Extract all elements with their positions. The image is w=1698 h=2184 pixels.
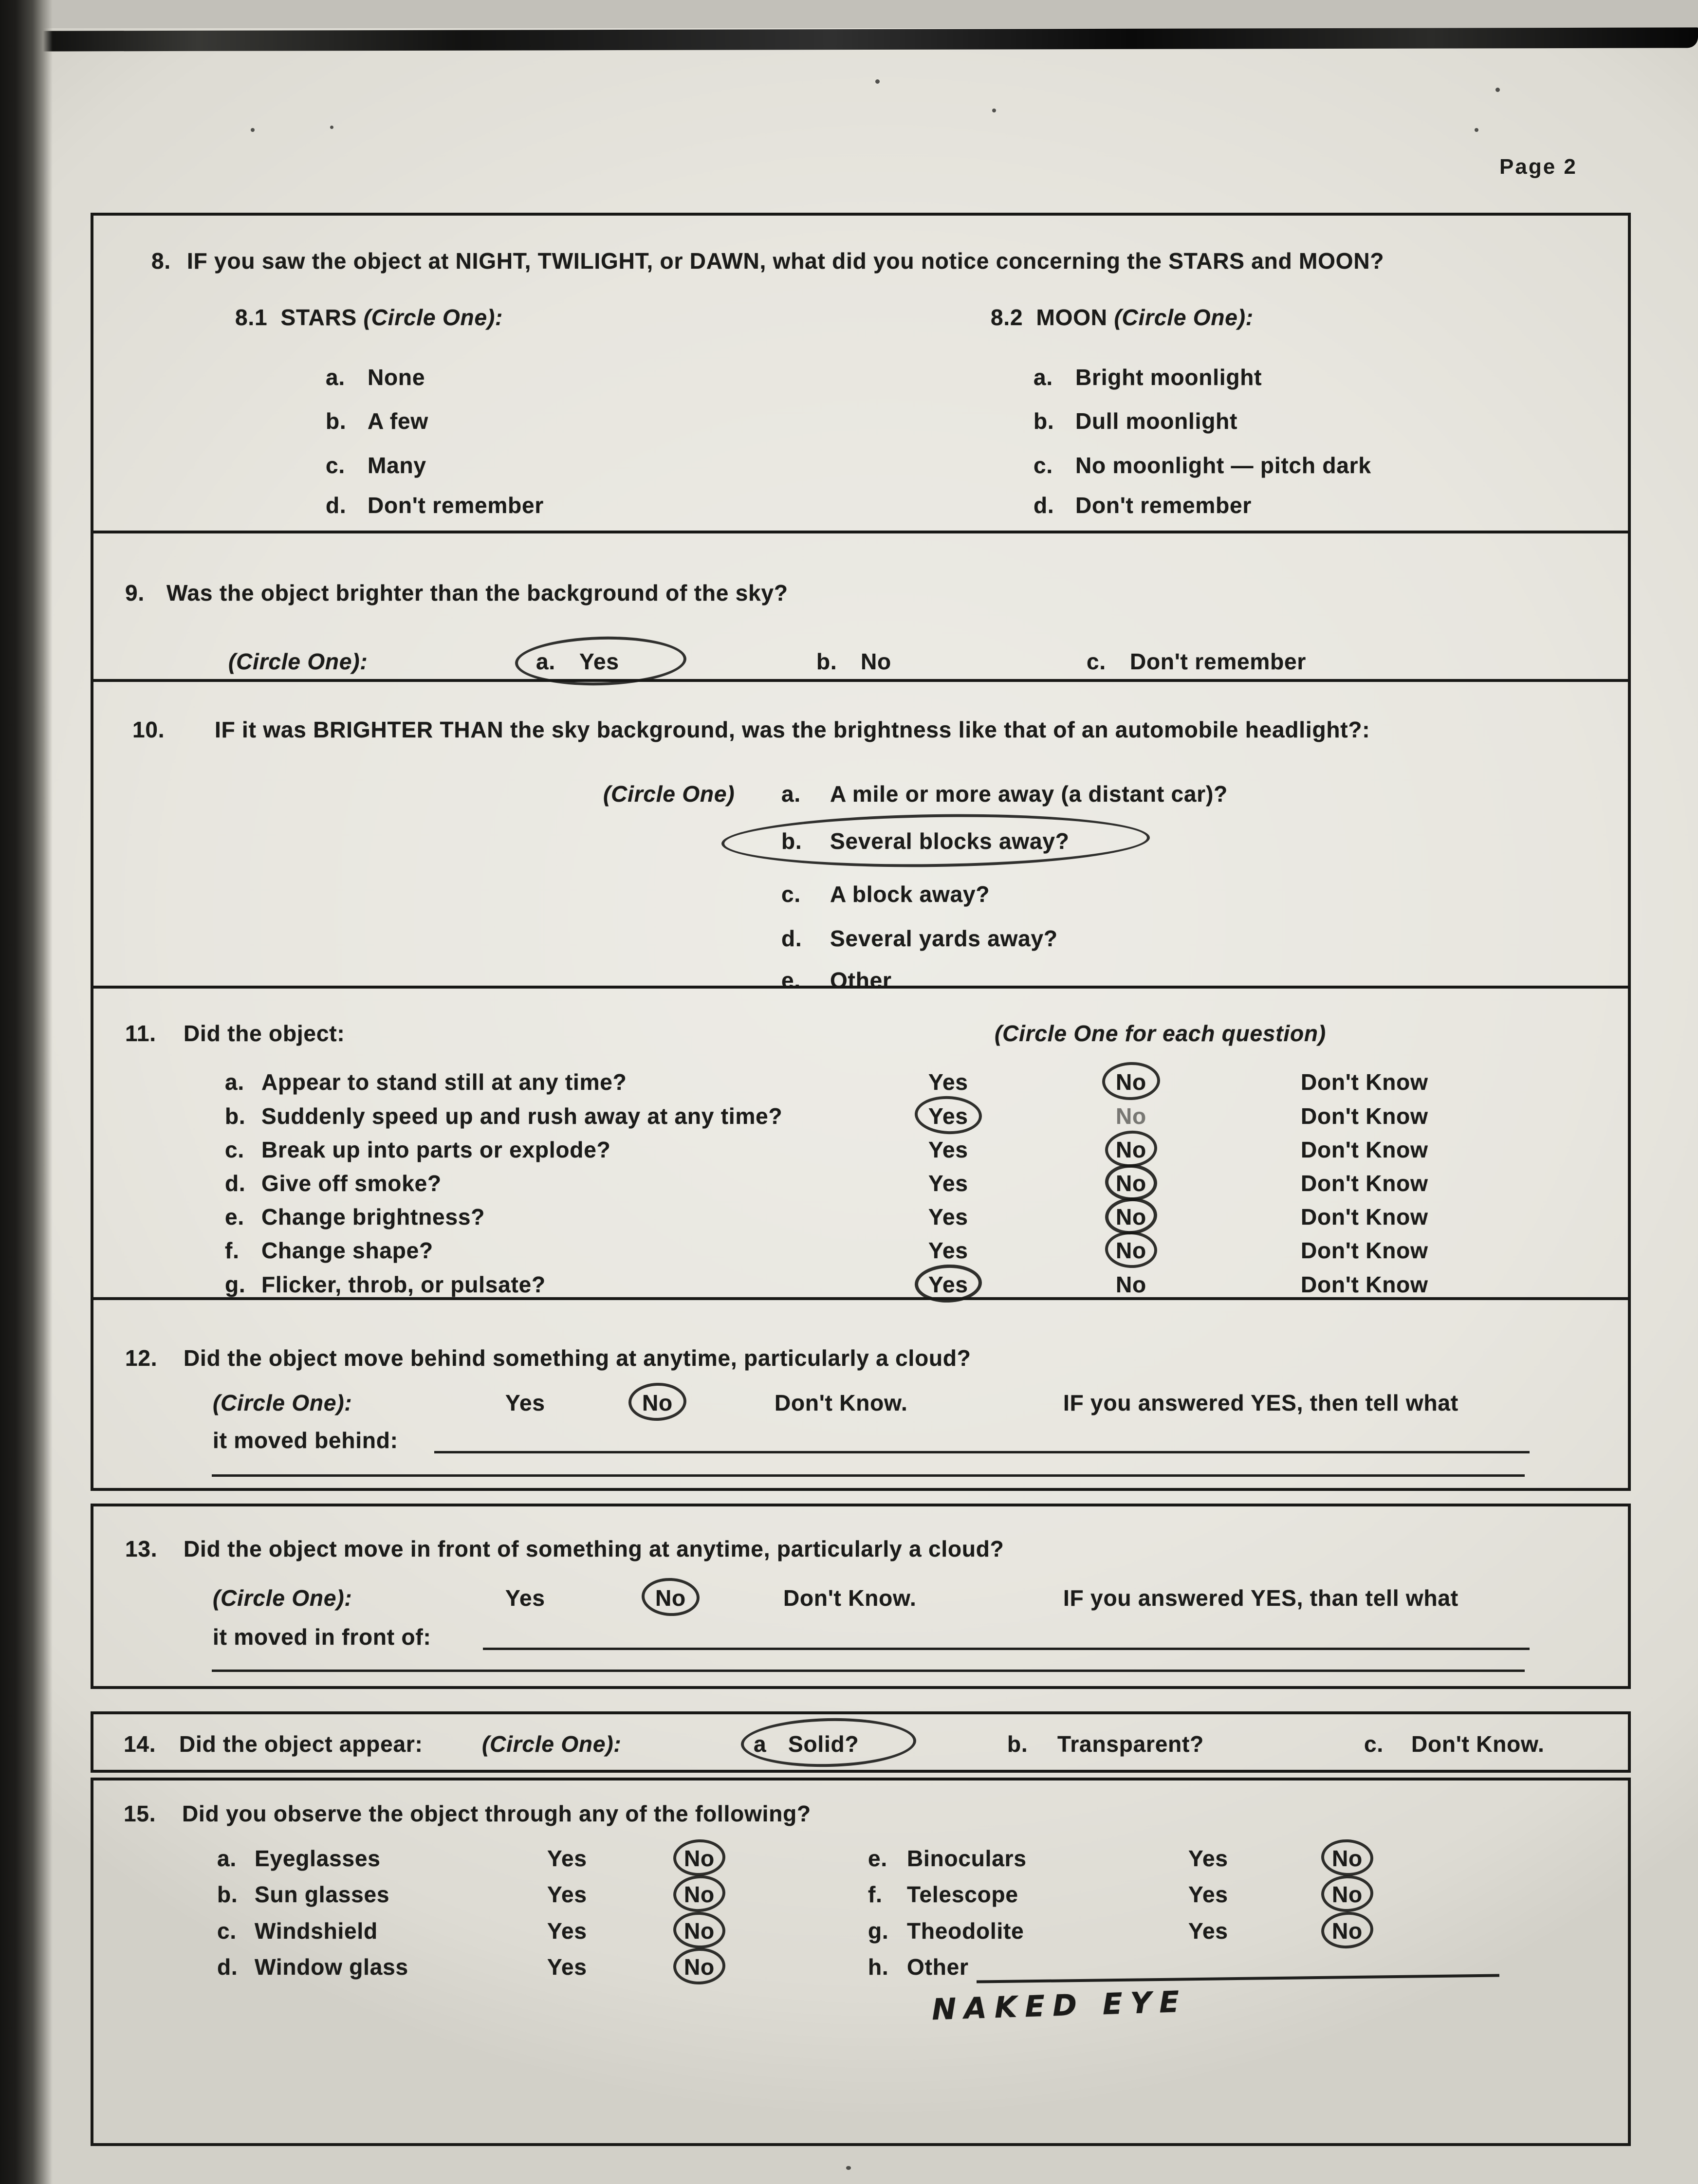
q11-e-yes: Yes — [928, 1204, 968, 1230]
q11-e-no: No — [1116, 1204, 1146, 1230]
q14-number: 14. — [124, 1731, 156, 1757]
q10-option-b-label: Several blocks away? — [830, 828, 1070, 854]
q15-d-letter: d. — [217, 1954, 238, 1980]
q13-followup: IF you answered YES, than tell what — [1063, 1585, 1458, 1611]
q11-number: 11. — [125, 1021, 156, 1046]
q9-option-c-letter: c. — [1087, 649, 1106, 674]
q8-moon-a-letter: a. — [1034, 365, 1053, 390]
q15-e-letter: e. — [868, 1846, 887, 1871]
q11-e-label: Change brightness? — [261, 1204, 485, 1230]
q13-circle-note: (Circle One): — [213, 1585, 352, 1611]
q10-circle-note: (Circle One) — [603, 781, 735, 807]
q15-g-no: No — [1332, 1918, 1363, 1944]
q13-fill-line — [483, 1648, 1530, 1650]
q8-moon-a-label: Bright moonlight — [1075, 365, 1262, 390]
q8-stars-title: STARS — [280, 305, 357, 330]
q11-d-yes: Yes — [928, 1171, 968, 1196]
q8-question: IF you saw the object at NIGHT, TWILIGHT, or DAWN, what did you notice concerning the STARS and MOON? — [187, 248, 1384, 274]
q8-moon-number: 8.2 — [991, 305, 1023, 330]
q14-circle-note: (Circle One): — [482, 1731, 622, 1757]
q11-c-label: Break up into parts or explode? — [261, 1137, 611, 1162]
q14-option-a-label: Solid? — [788, 1731, 859, 1757]
q8-moon-heading — [991, 304, 1254, 330]
q10-option-c-letter: c. — [781, 881, 801, 907]
q11-e-letter: e. — [225, 1204, 244, 1230]
q13-question: Did the object move in front of something at anytime, particularly a cloud? — [184, 1536, 1004, 1561]
q11-f-label: Change shape? — [261, 1238, 433, 1263]
q15-g-letter: g. — [868, 1918, 889, 1944]
q11-d-label: Give off smoke? — [261, 1171, 442, 1196]
question-10-section — [91, 679, 1631, 993]
q12-fill-line-2 — [212, 1474, 1525, 1477]
q10-option-a-letter: a. — [781, 781, 801, 807]
q15-b-no: No — [684, 1882, 715, 1907]
q12-dont-know: Don't Know. — [775, 1390, 908, 1415]
q15-a-no: No — [684, 1846, 715, 1871]
q12-circle-note: (Circle One): — [213, 1390, 352, 1415]
q10-option-b-letter: b. — [781, 828, 802, 854]
q15-number: 15. — [124, 1801, 156, 1826]
q15-c-label: Windshield — [255, 1918, 378, 1944]
question-9-section — [91, 531, 1631, 682]
q11-c-letter: c. — [225, 1137, 244, 1162]
q11-g-dk: Don't Know — [1301, 1272, 1428, 1297]
q15-d-no: No — [684, 1954, 715, 1980]
q8-moon-d-letter: d. — [1034, 493, 1054, 518]
q8-stars-a-letter: a. — [326, 365, 345, 390]
q10-option-e-label: Other — [830, 968, 892, 993]
q11-b-letter: b. — [225, 1103, 246, 1129]
q11-f-yes: Yes — [928, 1238, 968, 1263]
scan-speck — [875, 79, 880, 84]
q9-number: 9. — [125, 580, 145, 606]
q15-g-yes: Yes — [1188, 1918, 1228, 1944]
q11-a-dk: Don't Know — [1301, 1069, 1428, 1095]
q15-f-label: Telescope — [907, 1882, 1018, 1907]
q9-option-b-letter: b. — [816, 649, 837, 674]
question-12-section — [91, 1297, 1631, 1491]
q15-d-label: Window glass — [255, 1954, 408, 1980]
q15-a-yes: Yes — [547, 1846, 587, 1871]
scan-speck — [1475, 128, 1478, 132]
q11-b-yes: Yes — [928, 1103, 968, 1129]
q15-c-letter: c. — [217, 1918, 237, 1944]
q15-other-fill-line — [977, 1974, 1499, 1983]
q15-f-letter: f. — [868, 1882, 883, 1907]
q8-moon-b-label: Dull moonlight — [1075, 408, 1238, 434]
q15-f-yes: Yes — [1188, 1882, 1228, 1907]
q12-fill-line — [434, 1451, 1530, 1453]
q10-option-d-letter: d. — [781, 926, 802, 951]
q10-option-a-label: A mile or more away (a distant car)? — [830, 781, 1228, 807]
scan-left-edge — [0, 0, 53, 2184]
q15-c-yes: Yes — [547, 1918, 587, 1944]
q15-e-no: No — [1332, 1846, 1363, 1871]
q12-yes: Yes — [505, 1390, 545, 1415]
q8-stars-b-letter: b. — [326, 408, 347, 434]
q8-moon-b-letter: b. — [1034, 408, 1054, 434]
scan-top-edge — [0, 0, 1698, 28]
q15-h-label: Other — [907, 1954, 969, 1980]
q14-question: Did the object appear: — [179, 1731, 423, 1757]
q8-moon-c-letter: c. — [1034, 453, 1053, 478]
q12-followup2: it moved behind: — [213, 1428, 398, 1453]
q13-dont-know: Don't Know. — [783, 1585, 917, 1611]
q8-moon-title: MOON — [1036, 305, 1107, 330]
q8-stars-d-label: Don't remember — [368, 493, 544, 518]
q10-option-c-label: A block away? — [830, 881, 990, 907]
q15-b-letter: b. — [217, 1882, 238, 1907]
q14-option-b-label: Transparent? — [1057, 1731, 1204, 1757]
q9-option-b-label: No — [861, 649, 891, 674]
q11-f-letter: f. — [225, 1238, 240, 1263]
q12-followup: IF you answered YES, then tell what — [1063, 1390, 1458, 1415]
q11-c-dk: Don't Know — [1301, 1137, 1428, 1162]
q11-d-dk: Don't Know — [1301, 1171, 1428, 1196]
q11-a-letter: a. — [225, 1069, 244, 1095]
q11-circle-note: (Circle One for each question) — [995, 1021, 1326, 1046]
scan-artifact-band — [31, 27, 1698, 51]
q15-e-yes: Yes — [1188, 1846, 1228, 1871]
page-number: Page 2 — [1499, 155, 1577, 179]
q12-number: 12. — [125, 1345, 158, 1371]
q9-option-a-label: Yes — [579, 649, 619, 674]
question-13-section — [91, 1504, 1631, 1689]
q8-stars-a-label: None — [368, 365, 425, 390]
q10-option-d-label: Several yards away? — [830, 926, 1058, 951]
q14-option-c-letter: c. — [1364, 1731, 1384, 1757]
scan-speck — [330, 126, 333, 129]
q11-b-dk: Don't Know — [1301, 1103, 1428, 1129]
q11-f-dk: Don't Know — [1301, 1238, 1428, 1263]
question-14-section — [91, 1711, 1631, 1773]
q8-stars-c-letter: c. — [326, 453, 345, 478]
q15-f-no: No — [1332, 1882, 1363, 1907]
q15-h-letter: h. — [868, 1954, 889, 1980]
q11-c-no: No — [1116, 1137, 1146, 1162]
q8-moon-c-label: No moonlight — pitch dark — [1075, 453, 1371, 478]
scan-speck — [992, 109, 996, 112]
q15-b-label: Sun glasses — [255, 1882, 390, 1907]
q10-question: IF it was BRIGHTER THAN the sky background, was the brightness like that of an automobile headlight?: — [215, 717, 1370, 742]
question-11-section — [91, 986, 1631, 1300]
q15-b-yes: Yes — [547, 1882, 587, 1907]
q8-stars-d-letter: d. — [326, 493, 347, 518]
scan-speck — [846, 2166, 851, 2170]
q13-yes: Yes — [505, 1585, 545, 1611]
q11-question: Did the object: — [184, 1021, 345, 1046]
q13-followup2: it moved in front of: — [213, 1624, 431, 1650]
q8-stars-heading — [235, 304, 503, 330]
q12-question: Did the object move behind something at anytime, particularly a cloud? — [184, 1345, 971, 1371]
q13-no: No — [655, 1585, 686, 1611]
q11-a-yes: Yes — [928, 1069, 968, 1095]
q11-f-no: No — [1116, 1238, 1146, 1263]
question-8-section — [91, 213, 1631, 533]
q9-option-c-label: Don't remember — [1130, 649, 1307, 674]
q15-a-label: Eyeglasses — [255, 1846, 381, 1871]
question-15-section — [91, 1778, 1631, 2146]
q14-option-b-letter: b. — [1007, 1731, 1028, 1757]
q11-d-no: No — [1116, 1171, 1146, 1196]
q11-a-no: No — [1116, 1069, 1146, 1095]
q8-stars-c-label: Many — [368, 453, 426, 478]
q11-c-yes: Yes — [928, 1137, 968, 1162]
q8-moon-circle-note: (Circle One): — [1114, 305, 1254, 330]
q8-stars-b-label: A few — [368, 408, 428, 434]
circle-mark-q10-b — [721, 811, 1150, 870]
q12-no: No — [642, 1390, 673, 1415]
q14-option-c-label: Don't Know. — [1411, 1731, 1545, 1757]
q11-g-yes: Yes — [928, 1272, 968, 1297]
q15-d-yes: Yes — [547, 1954, 587, 1980]
q15-question: Did you observe the object through any of the following? — [182, 1801, 811, 1826]
q10-number: 10. — [132, 717, 165, 742]
q15-g-label: Theodolite — [907, 1918, 1024, 1944]
q11-g-no: No — [1116, 1272, 1146, 1297]
q11-e-dk: Don't Know — [1301, 1204, 1428, 1230]
q9-question: Was the object brighter than the background of the sky? — [166, 580, 788, 606]
q11-g-label: Flicker, throb, or pulsate? — [261, 1272, 546, 1297]
circle-mark-q14-solid — [740, 1716, 917, 1769]
q15-c-no: No — [684, 1918, 715, 1944]
q9-option-a-letter: a. — [536, 649, 555, 674]
handwritten-other-answer: NAKED EYE — [931, 1984, 1188, 2027]
q8-stars-circle-note: (Circle One): — [363, 305, 503, 330]
scan-speck — [251, 128, 255, 132]
q13-number: 13. — [125, 1536, 158, 1561]
q11-b-label: Suddenly speed up and rush away at any time? — [261, 1103, 783, 1129]
q15-a-letter: a. — [217, 1846, 237, 1871]
q9-circle-note: (Circle One): — [228, 649, 368, 674]
q11-d-letter: d. — [225, 1171, 246, 1196]
q15-e-label: Binoculars — [907, 1846, 1027, 1871]
q8-stars-number: 8.1 — [235, 305, 268, 330]
scan-speck — [1495, 88, 1500, 92]
q8-moon-d-label: Don't remember — [1075, 493, 1252, 518]
q8-number: 8. — [151, 248, 171, 274]
q13-fill-line-2 — [212, 1670, 1525, 1672]
q10-option-e-letter: e. — [781, 968, 801, 993]
q11-a-label: Appear to stand still at any time? — [261, 1069, 627, 1095]
q14-option-a-letter: a — [754, 1731, 767, 1757]
q11-b-no: No — [1116, 1103, 1146, 1129]
q11-g-letter: g. — [225, 1272, 246, 1297]
